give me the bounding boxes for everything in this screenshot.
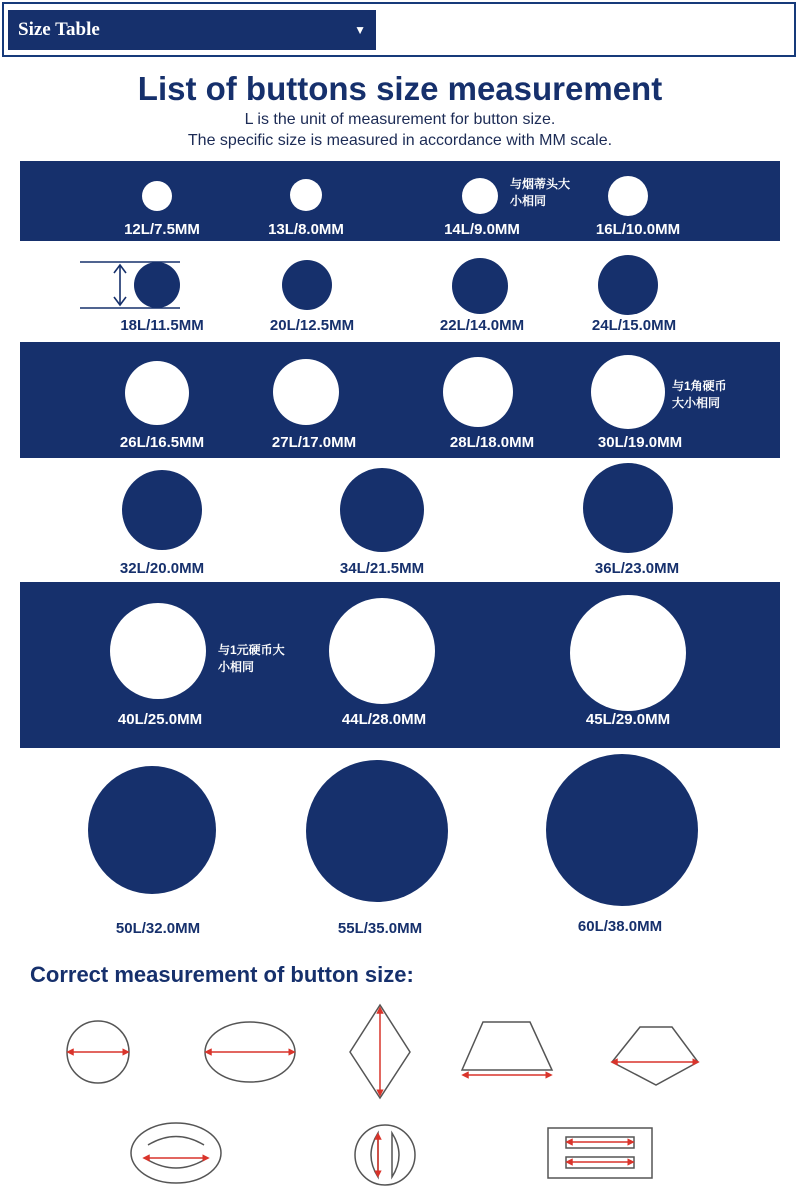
rectangle-slot-shape-icon [548, 1128, 652, 1178]
page-title: List of buttons size measurement [137, 70, 663, 107]
size-label: 16L/10.0MM [595, 221, 681, 238]
oval-shape-icon [205, 1022, 295, 1082]
hexagon-shape-icon [612, 1027, 698, 1085]
size-label: 14L/9.0MM [444, 221, 520, 238]
size-label: 44L/28.0MM [341, 711, 427, 728]
size-label: 30L/19.0MM [597, 434, 683, 451]
size-label: 36L/23.0MM [594, 560, 680, 577]
size-label: 60L/38.0MM [577, 918, 663, 935]
size-label: 20L/12.5MM [269, 317, 355, 334]
size-label: 32L/20.0MM [119, 560, 205, 577]
measurement-section-title: Correct measurement of button size: [30, 962, 414, 987]
subtitle-unit: L is the unit of measurement for button size. [244, 111, 556, 128]
size-label: 34L/21.5MM [339, 560, 425, 577]
diamond-shape-icon [350, 1005, 410, 1098]
yuan-coin-size-note: 与1元硬币大 小相同 [218, 643, 285, 674]
oval-slot-shape-icon [131, 1123, 221, 1183]
round-shape-icon [67, 1021, 129, 1083]
size-label: 50L/32.0MM [115, 920, 201, 937]
chevron-down-icon[interactable]: ▼ [354, 23, 366, 37]
size-label: 24L/15.0MM [591, 317, 677, 334]
size-label: 27L/17.0MM [271, 434, 357, 451]
size-label: 12L/7.5MM [124, 221, 200, 238]
size-label: 13L/8.0MM [268, 221, 344, 238]
size-label: 26L/16.5MM [119, 434, 205, 451]
cigarette-size-note: 与烟蒂头大 小相同 [510, 177, 571, 208]
dropdown-label: Size Table [18, 19, 100, 40]
size-label: 18L/11.5MM [120, 317, 204, 334]
size-label: 40L/25.0MM [117, 711, 203, 728]
round-slot-shape-icon [355, 1125, 415, 1185]
size-label: 45L/29.0MM [585, 711, 671, 728]
trapezoid-shape-icon [462, 1022, 552, 1075]
jiao-coin-size-note: 与1角硬币 大小相同 [672, 379, 727, 410]
size-label: 55L/35.0MM [337, 920, 423, 937]
subtitle-scale: The specific size is measured in accordance with MM scale. [187, 132, 613, 149]
size-label: 28L/18.0MM [449, 434, 535, 451]
size-label: 22L/14.0MM [439, 317, 525, 334]
